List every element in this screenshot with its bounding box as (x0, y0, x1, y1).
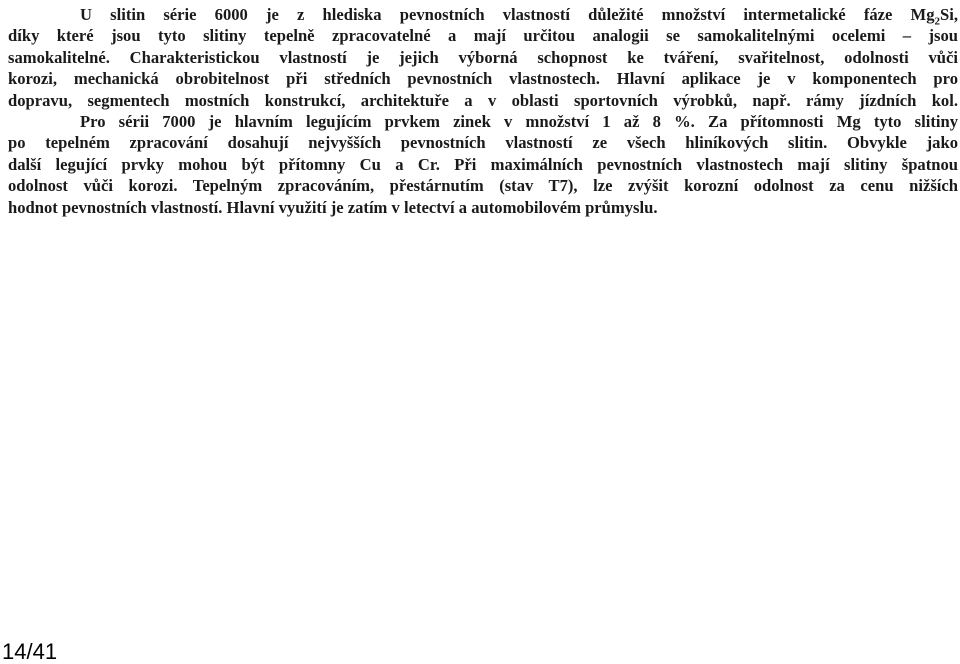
paragraph-series-6000 (8, 4, 958, 111)
text-line: po tepelném zpracování dosahují nejvyšších pevnostních vlastností ze všech hliníkových slitin. Obvykle jako (8, 133, 958, 153)
text-line: odolnost vůči korozi. Tepelným zpracováním, přestárnutím (stav T7), lze zvýšit korozní odolnost za cenu nižších (8, 176, 958, 196)
text-line: další legující prvky mohou být přítomny Cu a Cr. Při maximálních pevnostních vlastnostech mají slitiny špatnou (8, 154, 958, 174)
subscript: 2 (934, 15, 940, 28)
text-line: hodnot pevnostních vlastností. Hlavní využití je zatím v letectví a automobilovém průmyslu. (8, 197, 658, 217)
text-line: dopravu, segmentech mostních konstrukcí, architektuře a v oblasti sportovních výrobků, např. rámy jízdních kol. (8, 90, 958, 110)
text-line: samokalitelné. Charakteristickou vlastností je jejich výborná schopnost ke tváření, svařitelnost, odolnosti vůči (8, 47, 958, 67)
text-line (8, 4, 958, 28)
text-fragment: Si, (940, 5, 958, 24)
scanned-text-block (8, 4, 958, 218)
text-line: Pro sérii 7000 je hlavním legujícím prvkem zinek v množství 1 až 8 %. Za přítomnosti Mg tyto slitiny (80, 112, 958, 132)
paragraph-series-7000 (8, 111, 958, 218)
text-line: díky které jsou tyto slitiny tepelně zpracovatelné a mají určitou analogii se samokalitelnými ocelemi – jsou (8, 26, 958, 46)
page-number: 14/41 (2, 639, 58, 664)
text-fragment: U slitin série 6000 je z hlediska pevnostních vlastností důležité množství intermetalické fáze Mg (80, 5, 935, 24)
text-line: korozi, mechanická obrobitelnost při středních pevnostních vlastnostech. Hlavní aplikace je v komponentech pro (8, 69, 958, 89)
